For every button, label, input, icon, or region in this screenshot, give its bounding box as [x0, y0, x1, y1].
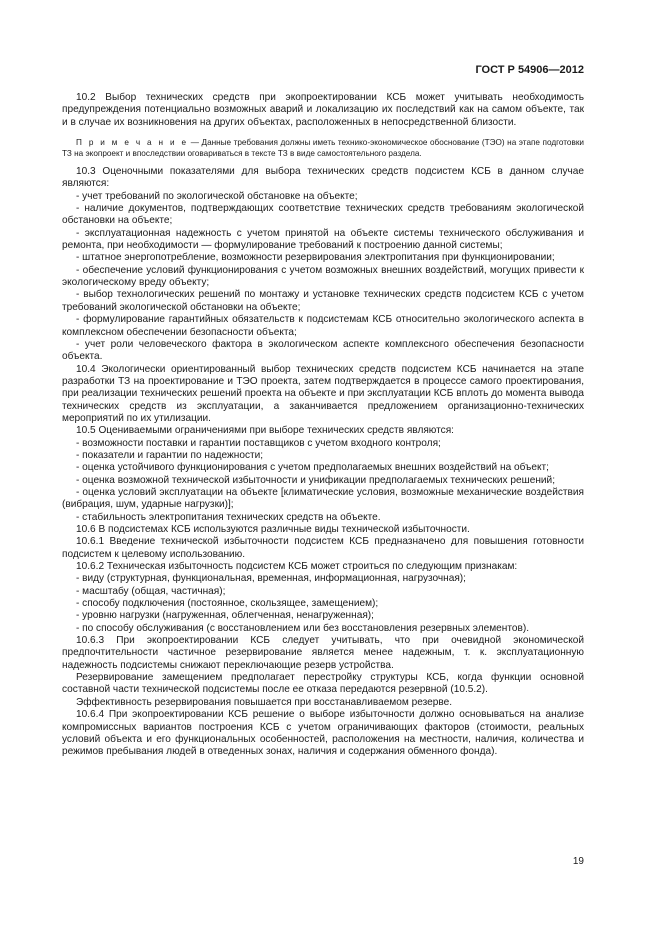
list-item: - оценка условий эксплуатации на объекте [климатические условия, возможные механические воздействия (вибрация, шум, ударные нагрузки)];: [62, 486, 584, 511]
list-item: - способу подключения (постоянное, скользящее, замещением);: [76, 598, 379, 610]
note-block: [62, 137, 584, 159]
list-item: - возможности поставки и гарантии поставщиков с учетом входного контроля;: [76, 437, 441, 449]
list-item: - штатное энергопотребление, возможности резервирования электропитания при функционировании;: [76, 252, 555, 264]
paragraph-10-6-4: 10.6.4 При экопроектировании КСБ решение о выборе избыточности должно основываться на анализе компромиссных вариантов построения КСБ с учетом ограничивающих факторов (стоимости, реальных условий объекта и его функциональных особенностей, расположения на местности, наличия, количества и режимов пребывания людей в отведенных зонах, наличия и содержания обменного фонда).: [62, 709, 584, 758]
paragraph-10-3: 10.3 Оценочными показателями для выбора технических средств подсистем КСБ в данном случае являются:: [62, 166, 584, 190]
list-item: - оценка возможной технической избыточности и унификации предполагаемых технических решений;: [76, 474, 555, 486]
document-body: [62, 92, 584, 759]
list-item: - оценка устойчивого функционирования с учетом предполагаемых внешних воздействий на объект;: [76, 462, 549, 474]
list-item: - масштабу (общая, частичная);: [76, 585, 226, 597]
list-item: - эксплуатационная надежность с учетом принятой на объекте системы технического обслуживания и ремонта, при необходимости — формулирование требований к построению данной системы;: [62, 227, 584, 252]
paragraph-10-2: 10.2 Выбор технических средств при экопроектировании КСБ может учитывать необходимость предупреждения потенциально возможных аварий и локализацию их последствий как на самом объекте, так и в случае их возникновения на других объектах, расположенных в непосредственной близости.: [62, 92, 584, 128]
paragraph: Резервирование замещением предполагает перестройку структуры КСБ, когда функции основной составной части технической подсистемы после ее отказа передаются резервной (10.5.2).: [62, 672, 584, 696]
list-item: - уровню нагрузки (нагруженная, облегченная, ненагруженная);: [76, 610, 374, 622]
list-item: - наличие документов, подтверждающих соответствие технических средств требованиям экологической обстановки на объекте;: [62, 203, 584, 227]
paragraph-10-5: 10.5 Оцениваемыми ограничениями при выборе технических средств являются:: [76, 425, 454, 437]
list-item: - обеспечение условий функционирования с учетом возможных внешних воздействий, могущих привести к экологическому вреду объекту;: [62, 264, 584, 289]
list-item: - по способу обслуживания (с восстановлением или без восстановления резервных элементов).: [76, 622, 530, 634]
list-item: - формулирование гарантийных обязательств к подсистемам КСБ относительно экологического аспекта в комплексном обеспечении безопасности объекта;: [62, 314, 584, 338]
note-label: П р и м е ч а н и е: [76, 138, 189, 148]
paragraph-10-6: 10.6 В подсистемах КСБ используются различные виды технической избыточности.: [76, 524, 470, 535]
note-text: — Данные требования должны иметь технико-экономическое обоснование (ТЭО) на этапе подготовки ТЗ на экопроект и впоследствии оговариваться в тексте ТЗ в виде самостоятельного раздела.: [62, 138, 584, 159]
paragraph-10-4: 10.4 Экологически ориентированный выбор технических средств подсистем КСБ начинается на этапе разработки ТЗ на проектирование и ТЭО проекта, затем подтверждается в процессе самого проектирования, при реализации технических решений проекта на объекте и при эксплуатации КСБ вплоть до момента вывода технических средств из эксплуатации, а заканчивается предложением организационно-технических мероприятий по их утилизации.: [62, 363, 584, 424]
paragraph: Эффективность резервирования повышается при восстанавливаемом резерве.: [76, 696, 453, 708]
list-item: - учет требований по экологической обстановке на объекте;: [76, 190, 358, 202]
paragraph-10-6-1: 10.6.1 Введение технической избыточности подсистем КСБ предназначено для повышения готовности подсистем к целевому использованию.: [62, 536, 584, 560]
list-item: - учет роли человеческого фактора в экологическом аспекте комплексного обеспечения безопасности объекта.: [62, 338, 584, 363]
paragraph-10-6-2: 10.6.2 Техническая избыточность подсистем КСБ может строиться по следующим признакам:: [76, 561, 518, 573]
list-item: - показатели и гарантии по надежности;: [76, 449, 264, 461]
list-item: - стабильность электропитания технических средств на объекте.: [76, 511, 381, 523]
document-header: ГОСТ Р 54906—2012: [475, 64, 584, 76]
page-number: 19: [572, 856, 584, 867]
list-item: - виду (структурная, функциональная, временная, информационная, нагрузочная);: [76, 573, 466, 585]
paragraph-10-6-3: 10.6.3 При экопроектировании КСБ следует учитывать, что при очевидной экономической предпочтительности частичное резервирование является менее надежным, т. к. эксплуатационную надежность подсистемы снижают переключающие резерв устройства.: [62, 635, 584, 671]
list-item: - выбор технологических решений по монтажу и установке технических средств подсистем КСБ с учетом требований экологической обстановки на объекте;: [62, 289, 584, 313]
